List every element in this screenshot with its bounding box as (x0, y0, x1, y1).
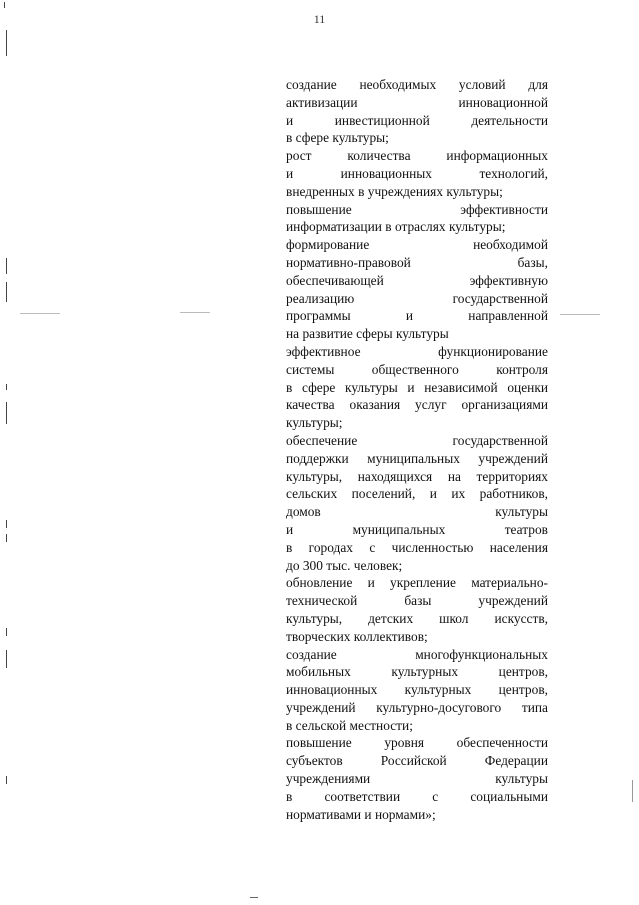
text-line: и муниципальных театров (286, 521, 548, 537)
text-line: технической базы учреждений (286, 593, 548, 609)
text-line: и инновационных технологий, (286, 165, 548, 181)
text-line: и инвестиционной деятельности (286, 112, 548, 128)
text-line: учреждениями культуры (286, 771, 548, 787)
text-line: обеспечивающей эффективную (286, 272, 548, 288)
text-line: в сфере культуры и независимой оценки (286, 379, 548, 395)
text-line: внедренных в учреждениях культуры; (286, 183, 503, 199)
text-line: создание необходимых условий для (286, 77, 548, 92)
text-line: обеспечение государственной (286, 432, 548, 448)
text-line: качества оказания услуг организациями (286, 397, 548, 413)
scan-dash (560, 314, 600, 315)
scan-mark (632, 780, 633, 802)
scan-mark (6, 30, 7, 56)
text-line: системы общественного контроля (286, 361, 548, 377)
text-line: домов культуры (286, 504, 548, 520)
text-line: в сельской местности; (286, 717, 413, 733)
text-line: субъектов Российской Федерации (286, 753, 548, 769)
text-line: поддержки муниципальных учреждений (286, 450, 548, 466)
text-line: нормативно-правовой базы, (286, 254, 548, 270)
page-number: 11 (313, 12, 326, 26)
text-line: в городах с численностью населения (286, 539, 548, 555)
text-line: мобильных культурных центров, (286, 664, 548, 680)
text-line: формирование необходимой (286, 237, 548, 253)
scan-mark (6, 282, 7, 302)
scan-mark (6, 402, 7, 424)
scan-mark (6, 776, 7, 784)
text-line: в соответствии с социальными (286, 788, 548, 804)
text-line: реализацию государственной (286, 290, 548, 306)
text-line: повышение эффективности (286, 201, 548, 217)
text-line: культуры, находящихся на территориях (286, 468, 548, 484)
text-line: культуры; (286, 415, 343, 431)
text-line: творческих коллективов; (286, 628, 428, 644)
text-line: сельских поселений, и их работников, (286, 486, 548, 502)
text-line: в сфере культуры; (286, 130, 389, 146)
text-line: программы и направленной (286, 308, 548, 324)
scan-mark (6, 520, 7, 528)
text-line: эффективное функционирование (286, 343, 548, 359)
text-line: рост количества информационных (286, 148, 548, 164)
text-line: информатизации в отраслях культуры; (286, 219, 506, 235)
scan-mark (4, 2, 5, 8)
scan-mark (6, 258, 7, 274)
scan-mark (6, 628, 7, 636)
scan-mark (6, 650, 7, 668)
text-line: на развитие сферы культуры (286, 326, 449, 342)
text-line: учреждений культурно-досугового типа (286, 699, 548, 715)
text-line: обновление и укрепление материально- (286, 575, 548, 591)
scan-mark (6, 534, 7, 542)
body-text (286, 76, 548, 823)
scan-mark (6, 384, 7, 390)
text-line: инновационных культурных центров, (286, 682, 548, 698)
text-line: культуры, детских школ искусств, (286, 610, 548, 626)
text-line: создание многофункциональных (286, 646, 548, 662)
text-line: активизации инновационной (286, 94, 548, 110)
text-line: нормативами и нормами»; (286, 806, 436, 822)
scan-dash (250, 897, 258, 898)
scan-dash (180, 312, 210, 313)
scan-dash (20, 313, 60, 314)
text-line: до 300 тыс. человек; (286, 557, 403, 573)
text-line: повышение уровня обеспеченности (286, 735, 548, 751)
